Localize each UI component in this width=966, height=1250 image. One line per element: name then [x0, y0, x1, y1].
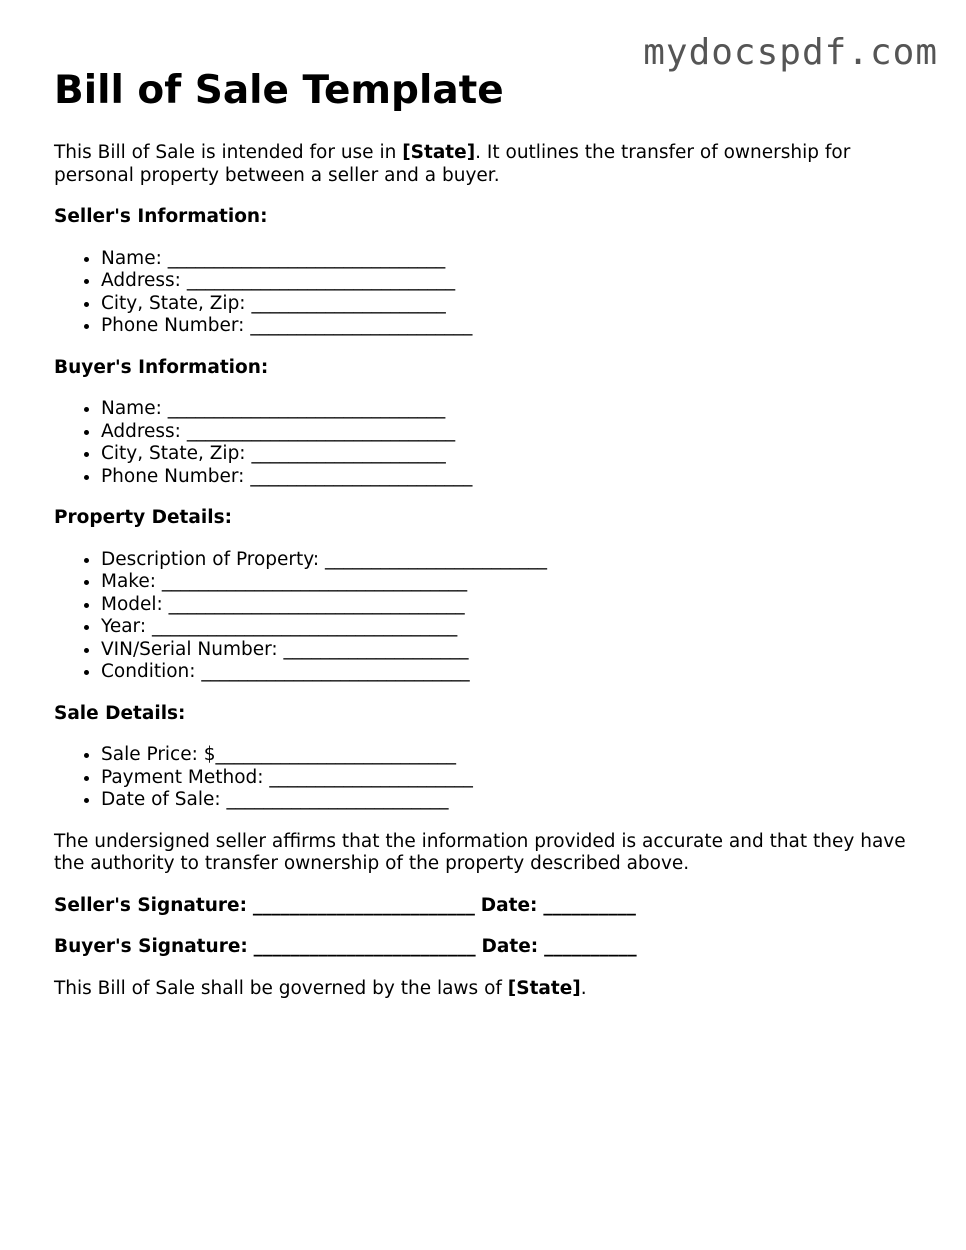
- date-label: Date:: [480, 894, 538, 916]
- seller-list: [54, 248, 914, 338]
- page-title: Bill of Sale Template: [54, 68, 504, 113]
- seller-city-state-zip-field: [101, 293, 914, 316]
- buyer-list: [54, 398, 914, 488]
- governing-law-paragraph: [54, 978, 914, 1001]
- field-label: City, State, Zip:: [101, 292, 246, 314]
- fill-blank: ______________________________: [167, 247, 446, 269]
- fill-blank: ________________________: [325, 548, 548, 570]
- field-label: Payment Method:: [101, 766, 264, 788]
- field-label: Name:: [101, 398, 162, 419]
- field-label: Phone Number:: [101, 465, 245, 487]
- property-year-field: [101, 616, 914, 639]
- fill-blank: ______________________________: [167, 398, 446, 419]
- property-list: [54, 549, 914, 684]
- property-description-field: [101, 549, 914, 572]
- intro-state: [State]: [402, 142, 476, 163]
- field-label: Address:: [101, 420, 181, 442]
- intro-paragraph: [54, 142, 914, 187]
- fill-blank: _____________________: [251, 443, 446, 464]
- field-label: Year:: [101, 616, 147, 637]
- buyer-signature-line: [54, 936, 914, 959]
- field-label: Condition:: [101, 661, 196, 682]
- signature-blank: ________________________: [253, 936, 476, 957]
- sale-heading: Sale Details:: [54, 702, 186, 724]
- seller-signature-label: Seller's Signature:: [54, 894, 247, 916]
- property-heading: Property Details:: [54, 507, 232, 528]
- seller-signature-line: [54, 895, 914, 918]
- governing-text-before: This Bill of Sale shall be governed by the laws of: [54, 977, 508, 999]
- intro-text-before: This Bill of Sale is intended for use in: [54, 142, 403, 163]
- fill-blank: _____________________________: [186, 270, 456, 291]
- seller-heading: Seller's Information:: [54, 206, 268, 227]
- field-label: Model:: [101, 593, 163, 615]
- sale-list: [54, 744, 914, 812]
- buyer-signature-label: Buyer's Signature:: [54, 936, 248, 957]
- fill-blank: ________________________: [250, 465, 473, 487]
- intro-text-after: . It outlines the transfer of ownership for personal property between a seller and a buyer.: [54, 142, 851, 186]
- sale-date-field: [101, 789, 914, 812]
- fill-blank: ______________________: [269, 766, 473, 788]
- buyer-heading: Buyer's Information:: [54, 356, 269, 378]
- governing-state: [State]: [507, 977, 581, 999]
- field-label: Description of Property:: [101, 548, 320, 570]
- field-label: Date of Sale:: [101, 789, 221, 810]
- fill-blank: _________________________________: [151, 616, 458, 637]
- payment-method-field: [101, 767, 914, 790]
- date-blank: __________: [544, 936, 637, 957]
- property-condition-field: [101, 661, 914, 684]
- fill-blank: _____________________: [251, 292, 446, 314]
- governing-text-after: .: [580, 977, 587, 999]
- affirmation-paragraph: The undersigned seller affirms that the information provided is accurate and that they have the authority to transfer ownership of the property described above.: [54, 830, 906, 874]
- fill-blank: ____________________: [283, 638, 469, 660]
- field-label: Name:: [101, 247, 162, 269]
- fill-blank: _________________________________: [161, 571, 468, 592]
- property-vin-field: [101, 639, 914, 662]
- field-label: City, State, Zip:: [101, 443, 246, 464]
- sale-price-field: [101, 744, 914, 767]
- field-label: Address:: [101, 270, 181, 291]
- fill-blank: ________________________: [226, 789, 449, 810]
- buyer-city-state-zip-field: [101, 443, 914, 466]
- property-model-field: [101, 594, 914, 617]
- buyer-phone-field: [101, 466, 914, 489]
- buyer-address-field: [101, 421, 914, 444]
- date-label: Date:: [481, 936, 539, 957]
- date-blank: __________: [543, 894, 636, 916]
- seller-address-field: [101, 270, 914, 293]
- seller-name-field: [101, 248, 914, 271]
- fill-blank: _____________________________: [201, 661, 470, 682]
- fill-blank: ________________________________: [168, 593, 465, 615]
- buyer-name-field: [101, 398, 914, 421]
- fill-blank: __________________________: [215, 744, 456, 765]
- watermark: mydocspdf.com: [643, 32, 938, 73]
- seller-phone-field: [101, 315, 914, 338]
- field-label: Make:: [101, 571, 156, 592]
- fill-blank: ________________________: [250, 315, 473, 336]
- field-label: VIN/Serial Number:: [101, 638, 278, 660]
- document-page: [54, 66, 914, 1019]
- field-label: Sale Price: $: [101, 744, 216, 765]
- fill-blank: _____________________________: [186, 420, 456, 442]
- field-label: Phone Number:: [101, 315, 245, 336]
- signature-blank: ________________________: [252, 894, 475, 916]
- property-make-field: [101, 571, 914, 594]
